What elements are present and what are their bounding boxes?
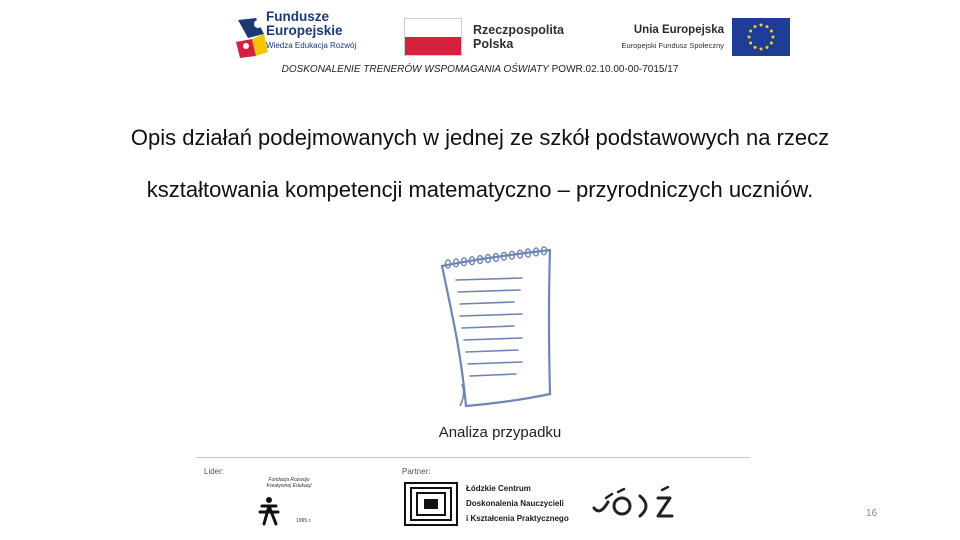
polish-flag-icon [404,18,462,56]
partner-name [466,481,569,526]
unia-europejska-name: Unia Europejska [633,24,724,36]
fundusze-europejskie-logo-text [266,10,378,38]
lodz-logo-icon [590,486,676,520]
page-number: 16 [866,508,878,519]
partner-logo-icon [404,482,458,526]
caption: Analiza przypadku [438,424,562,441]
polska-line1: Rzeczpospolita [473,23,564,37]
lider-year: 1995 r. [296,518,312,524]
title-line-2: kształtowania kompetencji matematyczno – przyrodniczych uczniów. [146,177,814,202]
unia-europejska-subtitle: Europejski Fundusz Społeczny [621,41,724,50]
fundusze-line2: Europejskie [266,23,343,38]
fundusze-subtitle: Wiedza Edukacja Rozwój [266,41,357,50]
partner-label: Partner: [402,467,431,476]
polska-line2: Polska [473,37,514,51]
notepad-document-icon [422,244,562,412]
lider-organization: Fundacja Rozwoju Kreatywnej Edukacji [266,477,312,489]
project-name: DOSKONALENIE TRENERÓW WSPOMAGANIA OŚWIATY [281,64,549,75]
partner-name-line-3: i Kształcenia Praktycznego [466,514,569,523]
eu-flag-icon [732,18,790,56]
lider-label: Lider: [204,467,225,476]
logo-strip [228,8,798,64]
footer-divider [196,457,750,458]
partner-name-line-1: Łódzkie Centrum [466,484,531,493]
fundusze-line1: Fundusze [266,9,329,24]
project-identifier [0,64,960,75]
project-code: POWR.02.10.00-00-7015/17 [548,64,679,75]
partner-name-line-2: Doskonalenia Nauczycieli [466,499,564,508]
title-line-1: Opis działań podejmowanych w jednej ze szkół podstawowych na rzecz [130,125,830,150]
rzeczpospolita-polska-logo-text [473,23,583,51]
slide-title [30,112,930,216]
